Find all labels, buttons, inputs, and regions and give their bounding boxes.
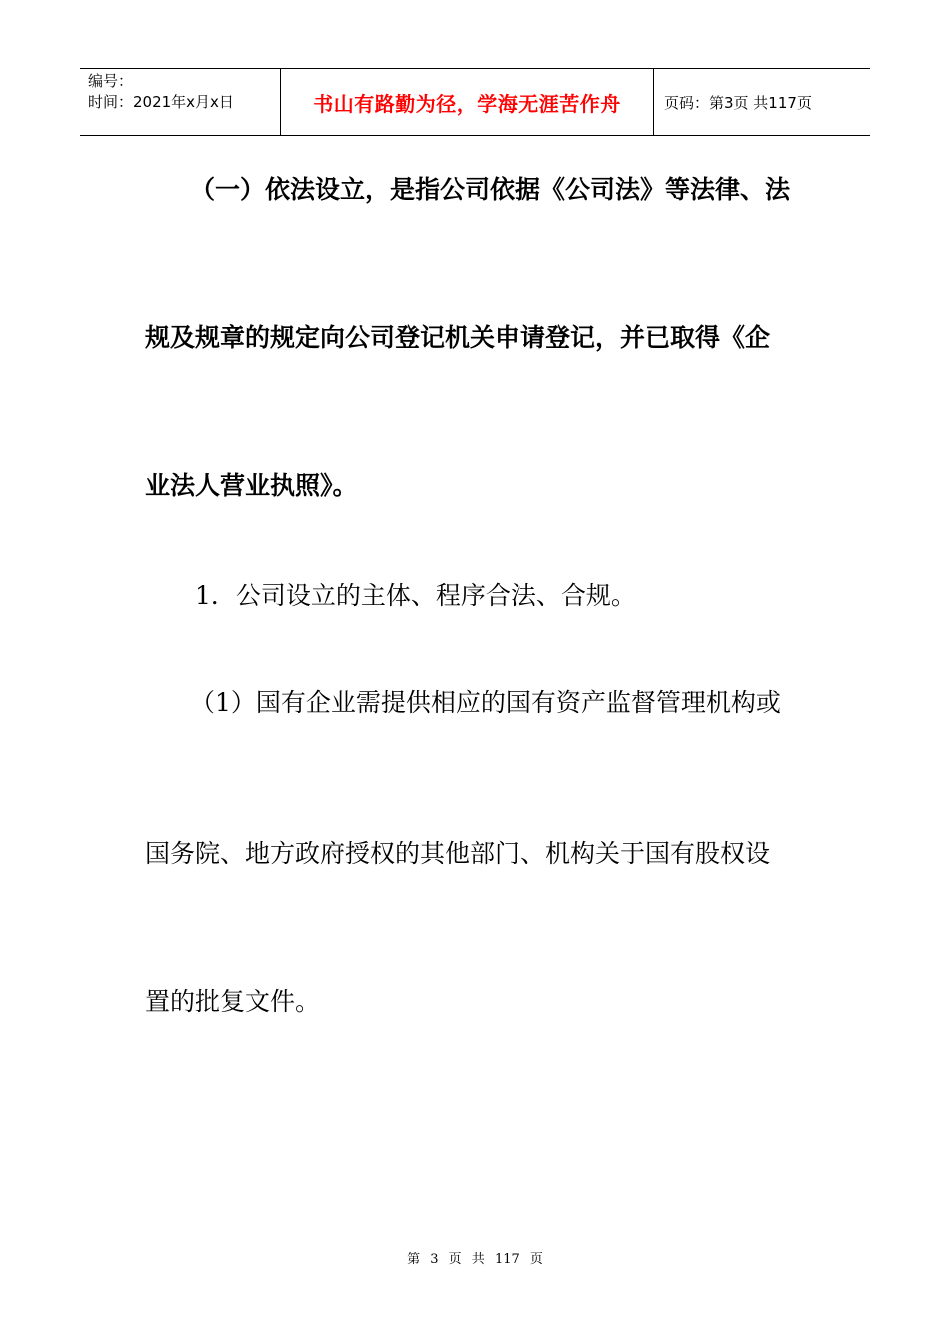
page-info: 页码：第3页 共117页 <box>664 93 812 112</box>
page-footer <box>0 1248 950 1267</box>
section-heading-line-2: 规及规章的规定向公司登记机关申请登记，并已取得《企 <box>145 323 771 352</box>
section-heading-line-1: （一）依法设立，是指公司依据《公司法》等法律、法 <box>190 175 791 204</box>
page-header <box>80 68 870 136</box>
footer-ye: 页 <box>448 1252 462 1267</box>
serial-number-label: 编号： <box>88 72 134 90</box>
motto-text: 书山有路勤为径，学海无涯苦作舟 <box>313 91 621 116</box>
header-page-cell <box>654 69 870 135</box>
footer-ye-2: 页 <box>529 1252 543 1267</box>
footer-gong: 共 <box>471 1252 485 1267</box>
date-label: 时间：2021年x月x日 <box>88 93 234 111</box>
item-1-title: 1．公司设立的主体、程序合法、合规。 <box>195 581 636 610</box>
header-meta-cell <box>80 69 281 135</box>
section-heading-line-3: 业法人营业执照》。 <box>145 471 358 500</box>
paragraph-line-2: 国务院、地方政府授权的其他部门、机构关于国有股权设 <box>145 839 771 868</box>
footer-total-pages: 117 <box>494 1252 520 1267</box>
footer-di: 第 <box>407 1252 421 1267</box>
footer-page-number: 3 <box>430 1252 439 1267</box>
paragraph-line-3: 置的批复文件。 <box>145 987 321 1016</box>
paragraph-line-1: （1）国有企业需提供相应的国有资产监督管理机构或 <box>190 688 781 717</box>
header-motto-cell <box>281 69 654 135</box>
